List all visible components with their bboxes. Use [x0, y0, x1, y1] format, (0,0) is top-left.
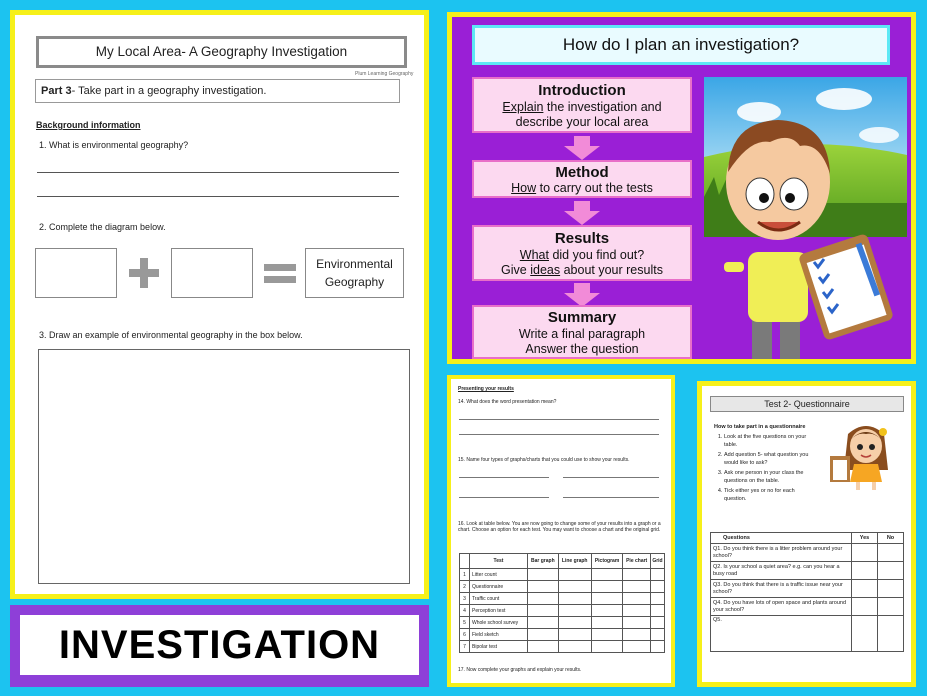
step-heading: Results	[554, 230, 610, 247]
table-header: Grid	[650, 554, 664, 569]
question-1: 1. What is environmental geography?	[39, 140, 189, 150]
choice-cell[interactable]	[558, 629, 591, 641]
answer-line[interactable]	[37, 172, 399, 173]
answer-cell[interactable]	[878, 616, 904, 652]
arrow-down-icon	[564, 201, 600, 225]
step-keyword: ideas	[530, 263, 561, 277]
howto-heading: How to take part in a questionnaire	[714, 424, 806, 430]
answer-cell[interactable]	[878, 562, 904, 580]
presenting-heading: Presenting your results	[458, 386, 514, 392]
table-row: Q5.	[711, 616, 904, 652]
answer-cell[interactable]	[852, 544, 878, 562]
choice-cell[interactable]	[591, 593, 623, 605]
choice-cell[interactable]	[528, 617, 559, 629]
choice-cell[interactable]	[591, 581, 623, 593]
choice-cell[interactable]	[528, 629, 559, 641]
slide-frame	[447, 12, 916, 364]
table-header: Bar graph	[528, 554, 559, 569]
choice-cell[interactable]	[558, 641, 591, 653]
answer-cell[interactable]	[852, 598, 878, 616]
planning-slide	[452, 17, 911, 359]
table-row: 5 Whole school survey	[460, 617, 665, 629]
choice-cell[interactable]	[528, 641, 559, 653]
step-keyword: Explain	[502, 100, 544, 114]
worksheet-part3	[15, 15, 424, 594]
step-keyword: How	[511, 181, 537, 195]
worksheet-questionnaire-frame	[697, 381, 916, 687]
list-item: 3. Ask one person in your class the questions on the table.	[724, 470, 818, 485]
question-2: 2. Complete the diagram below.	[39, 222, 166, 232]
choice-cell[interactable]	[591, 569, 623, 581]
worksheet-presenting-frame	[447, 375, 675, 687]
table-row: 2 Questionnaire	[460, 581, 665, 593]
answer-line[interactable]	[459, 419, 659, 420]
list-item: 2. Add question 5- what question you would like to ask?	[724, 452, 818, 467]
step-results	[472, 225, 692, 281]
step-keyword: What	[519, 248, 549, 262]
choice-cell[interactable]	[623, 605, 651, 617]
step-heading: Introduction	[538, 82, 626, 99]
answer-line[interactable]	[459, 497, 549, 498]
worksheet-title: My Local Area- A Geography Investigation	[95, 44, 348, 59]
table-header: Questions	[711, 533, 852, 544]
graph-choice-table	[459, 553, 665, 653]
answer-cell[interactable]	[852, 580, 878, 598]
choice-cell[interactable]	[650, 605, 664, 617]
step-text: about your results	[560, 263, 663, 277]
question-16: 16. Look at table below. You are now going to change some of your results into a graph or a chart. Choose an option for each test. You may want to choose a chart and the original grid.	[458, 521, 661, 533]
list-item: 4. Tick either yes or no for each question.	[724, 488, 818, 503]
step-heading: Method	[555, 164, 609, 181]
answer-cell[interactable]	[852, 562, 878, 580]
investigation-banner	[10, 605, 429, 687]
table-header: Yes	[852, 533, 878, 544]
diagram-input-box[interactable]	[35, 248, 117, 298]
arrow-down-icon	[564, 136, 600, 160]
choice-cell[interactable]	[623, 581, 651, 593]
part-box	[35, 79, 400, 103]
step-heading: Summary	[547, 309, 617, 326]
banner-label: INVESTIGATION	[58, 623, 381, 667]
step-introduction	[472, 77, 692, 133]
table-row: Q2. Is your school a quiet area? e.g. can you hear a busy road	[711, 562, 904, 580]
table-row: 1 Litter count	[460, 569, 665, 581]
choice-cell[interactable]	[591, 629, 623, 641]
table-header	[460, 554, 470, 569]
answer-line[interactable]	[563, 477, 659, 478]
choice-cell[interactable]	[623, 629, 651, 641]
question-17: 17. Now complete your graphs and explain your results.	[458, 667, 582, 673]
choice-cell[interactable]	[558, 581, 591, 593]
part-text: - Take part in a geography investigation.	[71, 85, 267, 97]
arrow-down-icon	[564, 283, 600, 307]
part-label: Part 3	[41, 85, 72, 97]
slide-title: How do I plan an investigation?	[562, 35, 800, 54]
questionnaire-table	[710, 532, 904, 652]
table-header: No	[878, 533, 904, 544]
equals-icon	[264, 264, 296, 284]
choice-cell[interactable]	[591, 617, 623, 629]
step-text: to carry out the tests	[536, 181, 653, 195]
question-14: 14. What does the word presentation mean?	[458, 399, 557, 405]
table-header: Line graph	[558, 554, 591, 569]
diagram-result-line1: Environmental	[316, 257, 393, 271]
plus-icon	[129, 261, 159, 285]
choice-cell[interactable]	[623, 569, 651, 581]
table-row: Q3. Do you think that there is a traffic issue near your school?	[711, 580, 904, 598]
drawing-box[interactable]	[38, 349, 410, 584]
diagram-result-box	[305, 248, 404, 298]
howto-steps	[714, 434, 818, 503]
table-header: Test	[470, 554, 528, 569]
slide-title-box	[472, 25, 890, 65]
choice-cell[interactable]	[623, 617, 651, 629]
step-text: Write a final paragraph	[518, 327, 646, 341]
choice-cell[interactable]	[650, 617, 664, 629]
choice-cell[interactable]	[650, 629, 664, 641]
answer-line[interactable]	[37, 196, 399, 197]
choice-cell[interactable]	[591, 641, 623, 653]
answer-line[interactable]	[459, 477, 549, 478]
girl-with-clipboard-illustration	[826, 420, 896, 492]
question-3: 3. Draw an example of environmental geography in the box below.	[39, 330, 303, 340]
choice-cell[interactable]	[528, 605, 559, 617]
worksheet-questionnaire	[702, 386, 911, 682]
choice-cell[interactable]	[623, 641, 651, 653]
table-row: 7 Bipolar test	[460, 641, 665, 653]
table-row: 6 Field sketch	[460, 629, 665, 641]
table-header: Pie chart	[623, 554, 651, 569]
choice-cell[interactable]	[650, 593, 664, 605]
choice-cell[interactable]	[528, 569, 559, 581]
choice-cell[interactable]	[558, 605, 591, 617]
answer-cell[interactable]	[878, 544, 904, 562]
table-row: Q1. Do you think there is a litter problem around your school?	[711, 544, 904, 562]
diagram-result-line2: Geography	[324, 275, 385, 289]
list-item: 1. Look at the five questions on your table.	[724, 434, 818, 449]
worksheet-presenting	[451, 379, 671, 683]
questionnaire-title-box	[710, 396, 904, 412]
step-text: the investigation and	[543, 100, 662, 114]
table-row: 3 Traffic count	[460, 593, 665, 605]
worksheet-title-box	[36, 36, 407, 68]
brand-label: Plum Learning Geography	[355, 71, 414, 77]
answer-cell[interactable]	[878, 580, 904, 598]
step-text: describe your local area	[515, 115, 649, 129]
boy-character-illustration	[710, 102, 910, 359]
choice-cell[interactable]	[623, 593, 651, 605]
answer-line[interactable]	[459, 434, 659, 435]
diagram-input-box[interactable]	[171, 248, 253, 298]
questionnaire-title: Test 2- Questionnaire	[764, 399, 850, 409]
answer-cell[interactable]	[852, 616, 878, 652]
choice-cell[interactable]	[558, 617, 591, 629]
step-text: did you find out?	[548, 248, 645, 262]
answer-line[interactable]	[563, 497, 659, 498]
table-header: Pictogram	[591, 554, 623, 569]
choice-cell[interactable]	[650, 569, 664, 581]
question-15: 15. Name four types of graphs/charts that you could use to show your results.	[458, 457, 630, 463]
choice-cell[interactable]	[558, 569, 591, 581]
table-row: 4 Perception test	[460, 605, 665, 617]
choice-cell[interactable]	[650, 641, 664, 653]
choice-cell[interactable]	[650, 581, 664, 593]
step-summary	[472, 305, 692, 359]
step-text: Give	[501, 263, 531, 277]
worksheet-part3-frame	[10, 10, 429, 599]
choice-cell[interactable]	[591, 605, 623, 617]
choice-cell[interactable]	[528, 593, 559, 605]
table-row: Q4. Do you have lots of open space and plants around your school?	[711, 598, 904, 616]
step-method	[472, 160, 692, 198]
choice-cell[interactable]	[528, 581, 559, 593]
step-text: Answer the question	[525, 342, 639, 356]
choice-cell[interactable]	[558, 593, 591, 605]
banner-inner	[20, 615, 419, 675]
answer-cell[interactable]	[878, 598, 904, 616]
background-heading: Background information	[36, 120, 141, 130]
